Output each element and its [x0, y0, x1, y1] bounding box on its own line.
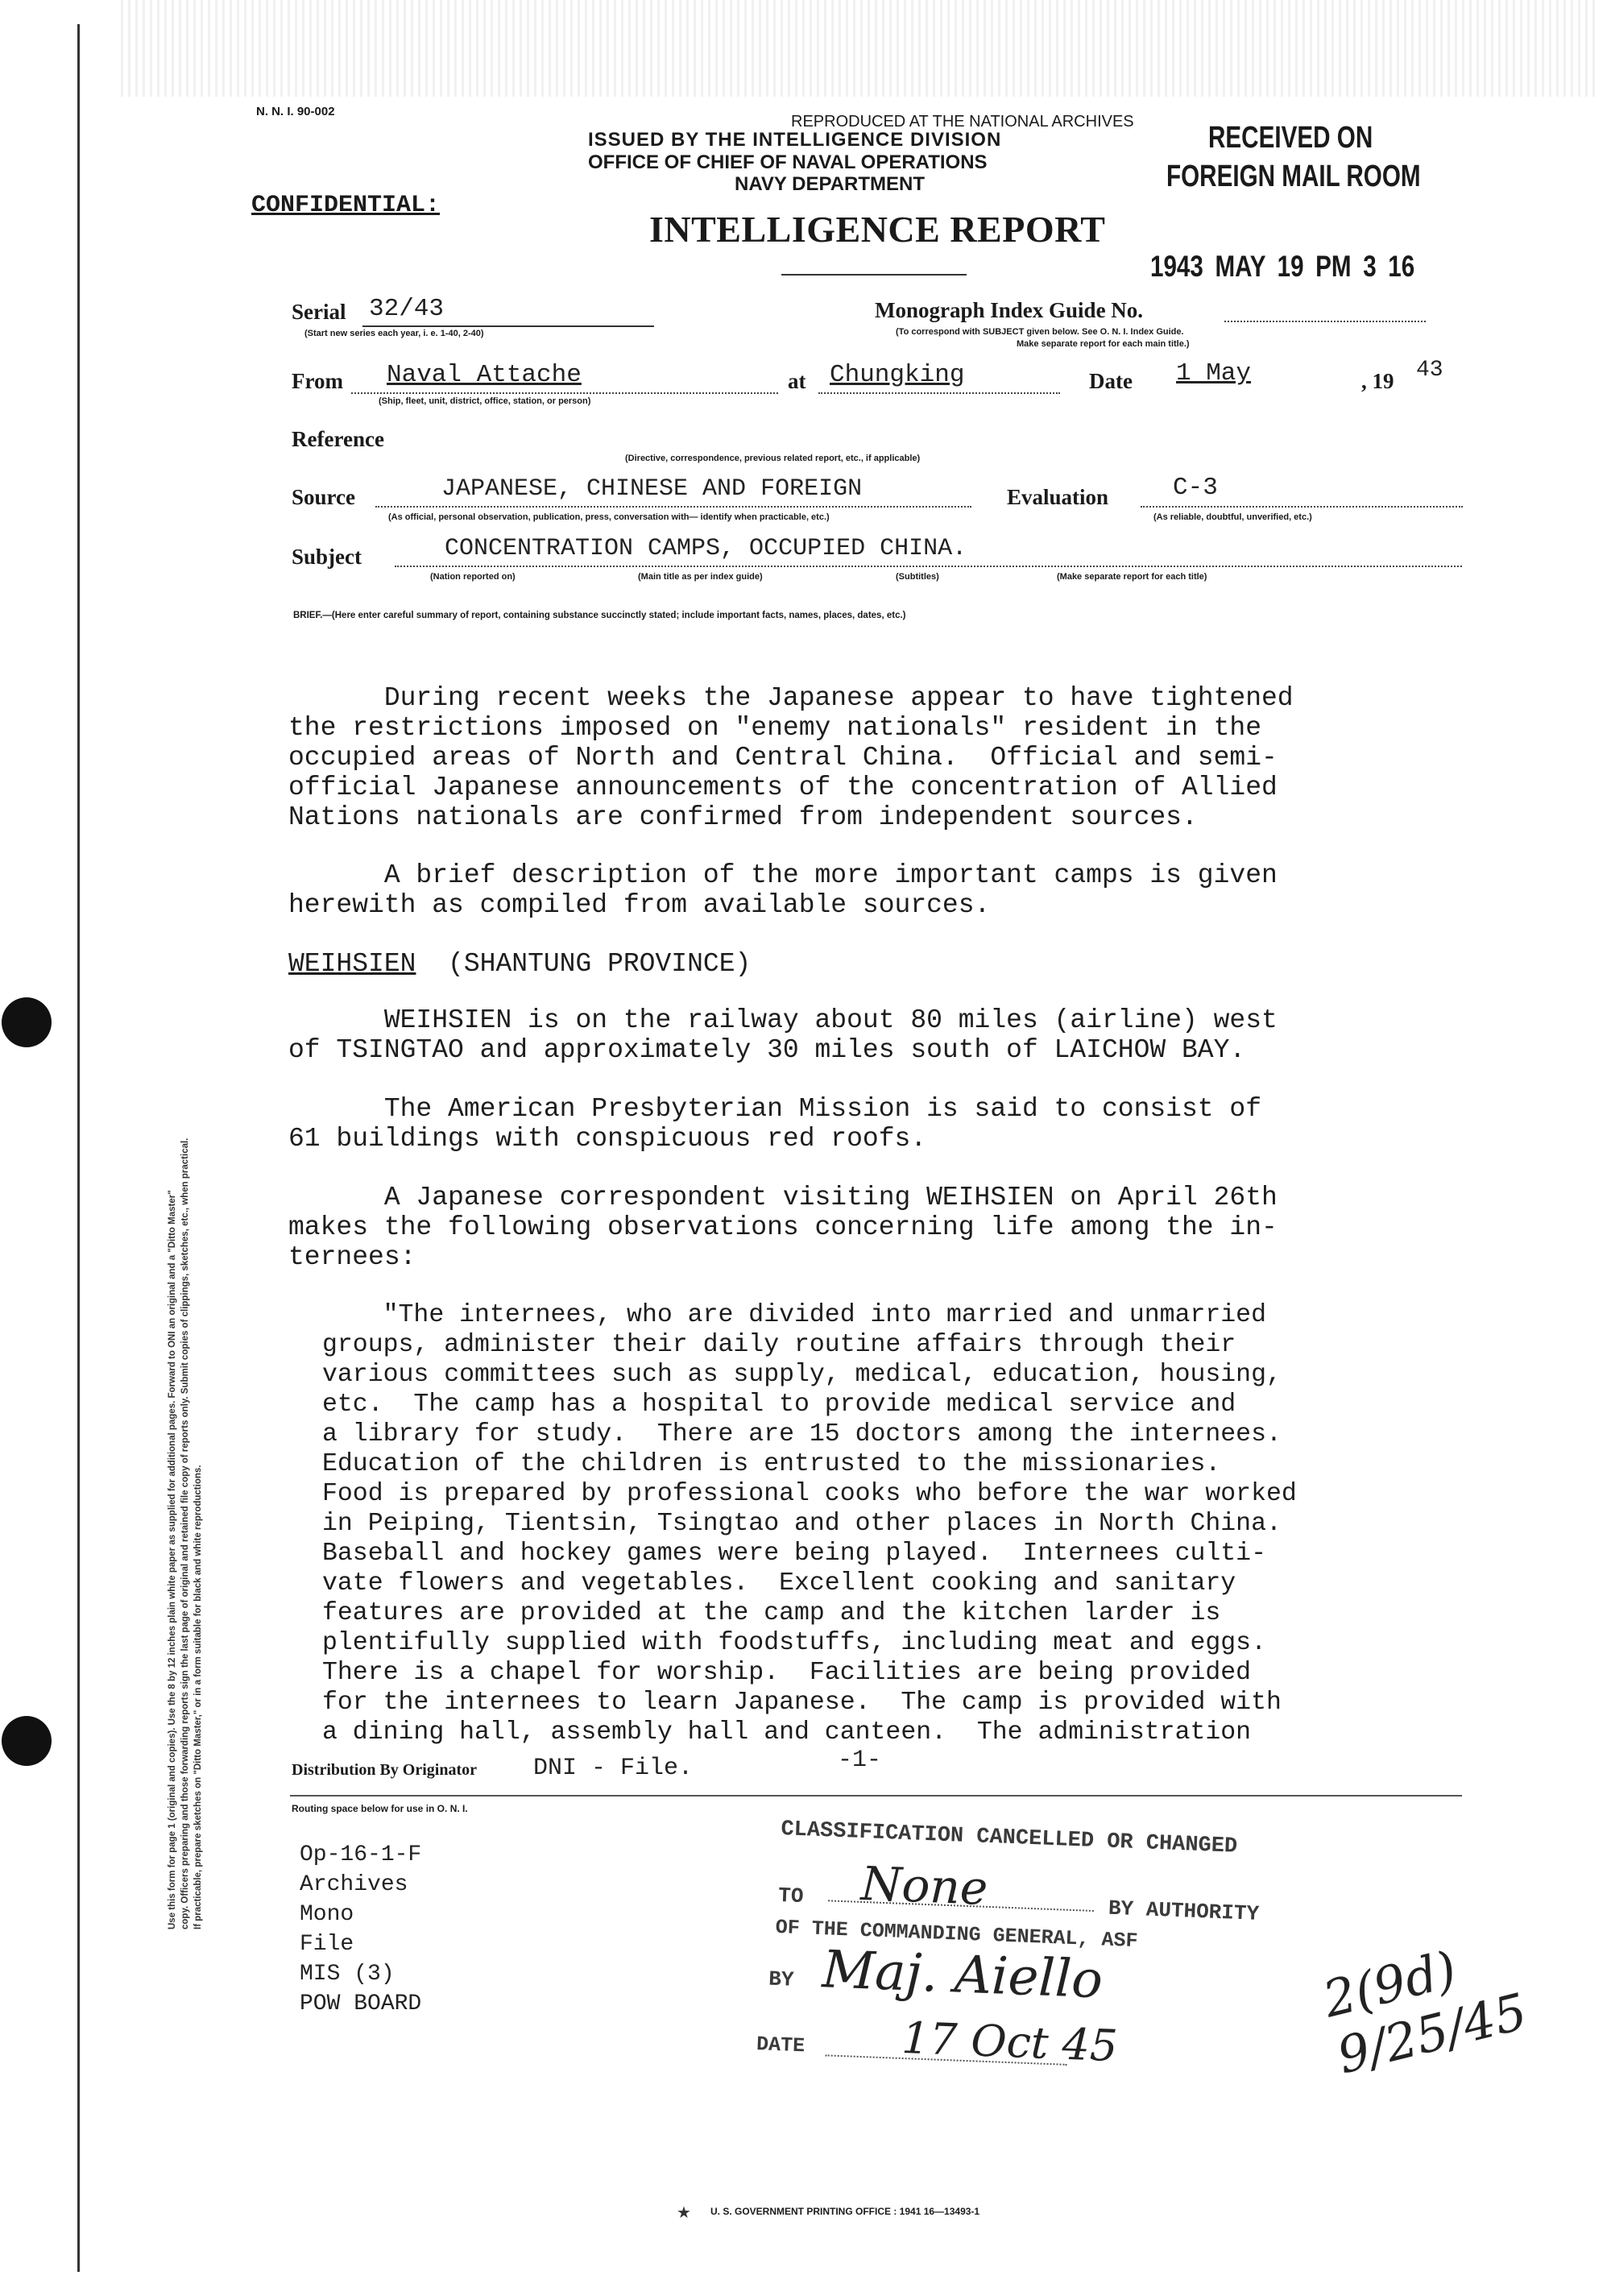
reference-note: (Directive, correspondence, previous related report, etc., if applicable) — [625, 454, 921, 463]
classification-date-label: DATE — [756, 2033, 806, 2058]
text-line: official Japanese announcements of the concentration of Allied — [288, 773, 1278, 802]
subject-label: Subject — [292, 545, 362, 569]
heading-place: WEIHSIEN — [288, 949, 416, 979]
quote-line: groups, administer their daily routine affairs through their — [322, 1331, 1236, 1359]
margin-instruction-3: If practicable, prepare sketches on "Ditto Master," or in a form suitable for black and white reproductions. — [193, 1465, 203, 1929]
handwritten-note: 2(9d) 9/25/45 — [1317, 1939, 1533, 2086]
text-line: A brief description of the more important camps is given — [288, 860, 1278, 890]
margin-instruction-2: copy. Officers preparing and those forwarding reports sign the last page of original and retained file copy of reports only. Submit copies of clippings, sketches, etc., when practical. — [180, 1138, 190, 1929]
text-line: of TSINGTAO and approximately 30 miles south of LAICHOW BAY. — [288, 1035, 1246, 1065]
quote-line: plentifully supplied with foodstuffs, including meat and eggs. — [322, 1629, 1266, 1657]
from-value: Naval Attache — [387, 361, 582, 389]
printing-office: U. S. GOVERNMENT PRINTING OFFICE : 1941 16—13493-1 — [710, 2206, 980, 2217]
text-line: occupied areas of North and Central China. Official and semi- — [288, 743, 1278, 773]
routing-item: MIS (3) — [300, 1962, 395, 1987]
scan-noise-top — [121, 0, 1595, 97]
date-label: Date — [1089, 369, 1133, 393]
punch-hole-bottom — [2, 1716, 52, 1766]
paragraph-camps — [288, 860, 1278, 920]
text-line: the restrictions imposed on "enemy nationals" resident in the — [288, 713, 1261, 743]
routing-rule — [290, 1795, 1462, 1797]
paragraph-intro — [288, 683, 1294, 832]
quote-line: a library for study. There are 15 doctors among the internees. — [322, 1420, 1282, 1448]
classification-signature: Maj. Aiello — [821, 1940, 1104, 2011]
paragraph-correspondent — [288, 1183, 1278, 1272]
quote-line: "The internees, who are divided into married and unmarried — [322, 1301, 1266, 1329]
at-line — [818, 392, 1060, 394]
classification-to-value: None — [859, 1855, 989, 1916]
at-value: Chungking — [830, 361, 965, 389]
serial-line — [362, 325, 654, 327]
serial-value: 32/43 — [369, 295, 445, 323]
classification-by-authority: BY AUTHORITY — [1108, 1896, 1260, 1926]
routing-item: Op-16-1-F — [300, 1842, 422, 1867]
routing-label: Routing space below for use in O. N. I. — [292, 1803, 468, 1814]
issued-by: ISSUED BY THE INTELLIGENCE DIVISION — [588, 129, 1002, 151]
text-line: During recent weeks the Japanese appear to have tightened — [288, 683, 1294, 713]
text-line: A Japanese correspondent visiting WEIHSIEN on April 26th — [288, 1183, 1278, 1212]
serial-label: Serial — [292, 300, 346, 324]
serial-note: (Start new series each year, i. e. 1-40, 2-40) — [304, 329, 484, 338]
source-value: JAPANESE, CHINESE AND FOREIGN — [441, 475, 863, 503]
report-title: INTELLIGENCE REPORT — [649, 209, 1106, 250]
subject-note-nation: (Nation reported on) — [430, 572, 516, 582]
heading-province: (SHANTUNG PROVINCE) — [448, 949, 752, 979]
quote-line: vate flowers and vegetables. Excellent cooking and sanitary — [322, 1569, 1236, 1598]
routing-list — [300, 1840, 421, 2019]
quote-line: a dining hall, assembly hall and canteen. The administration — [322, 1718, 1252, 1747]
monograph-label: Monograph Index Guide No. — [875, 298, 1144, 322]
from-line — [351, 392, 778, 394]
text-line: Nations nationals are confirmed from independent sources. — [288, 802, 1198, 832]
evaluation-label: Evaluation — [1007, 485, 1109, 509]
source-label: Source — [292, 485, 355, 509]
punch-hole-top — [2, 997, 52, 1047]
routing-item: Mono — [300, 1902, 354, 1927]
paragraph-mission — [288, 1094, 1261, 1154]
date-value: 1 May — [1176, 359, 1252, 388]
reproduced-notice: REPRODUCED AT THE NATIONAL ARCHIVES — [791, 113, 1134, 131]
page-number: -1- — [838, 1747, 882, 1774]
source-line — [375, 506, 971, 508]
quote-line: etc. The camp has a hospital to provide medical service and — [322, 1390, 1236, 1419]
subject-line — [395, 566, 1462, 567]
quote-line: Baseball and hockey games were being played. Internees culti- — [322, 1540, 1266, 1568]
text-line: WEIHSIEN is on the railway about 80 miles (airline) west — [288, 1005, 1278, 1035]
monograph-line — [1224, 321, 1426, 322]
monograph-note-1: (To correspond with SUBJECT given below. See O. N. I. Index Guide. — [896, 327, 1184, 337]
routing-item: File — [300, 1932, 354, 1957]
subject-note-main: (Main title as per index guide) — [638, 572, 763, 582]
distribution-value: DNI - File. — [533, 1755, 694, 1782]
subject-note-subtitles: (Subtitles) — [896, 572, 939, 582]
classification-date-value: 17 Oct 45 — [901, 2012, 1119, 2072]
classification-by-label: BY — [768, 1967, 795, 1992]
classification-title: CLASSIFICATION CANCELLED OR CHANGED — [780, 1817, 1238, 1859]
text-line: herewith as compiled from available sources. — [288, 890, 991, 920]
monograph-note-2: Make separate report for each main title.) — [1017, 339, 1190, 349]
date-stamp: 1943 MAY 19 PM 3 16 — [1150, 250, 1415, 283]
department-line: NAVY DEPARTMENT — [735, 173, 926, 195]
source-note: (As official, personal observation, publication, press, conversation with— identify when practicable, etc.) — [388, 512, 830, 522]
office-line: OFFICE OF CHIEF OF NAVAL OPERATIONS — [588, 151, 988, 173]
evaluation-note: (As reliable, doubtful, unverified, etc.) — [1153, 512, 1312, 522]
star-icon: ★ — [677, 2204, 691, 2222]
quote-line: various committees such as supply, medical, education, housing, — [322, 1361, 1282, 1389]
quote-line: for the internees to learn Japanese. The camp is provided with — [322, 1689, 1282, 1717]
title-rule — [781, 274, 967, 276]
from-note: (Ship, fleet, unit, district, office, station, or person) — [379, 396, 591, 406]
evaluation-value: C-3 — [1173, 474, 1218, 502]
quote-line: Education of the children is entrusted to the missionaries. — [322, 1450, 1221, 1478]
evaluation-line — [1141, 506, 1463, 508]
subject-note-separate: (Make separate report for each title) — [1057, 572, 1207, 582]
received-stamp-line2: FOREIGN MAIL ROOM — [1166, 160, 1421, 193]
routing-item: POW BOARD — [300, 1991, 422, 2016]
section-heading — [288, 949, 751, 979]
from-label: From — [292, 369, 343, 393]
text-line: ternees: — [288, 1242, 416, 1272]
quoted-observations — [322, 1300, 1297, 1747]
routing-item: Archives — [300, 1872, 408, 1897]
paragraph-location — [288, 1005, 1278, 1065]
margin-instruction-1: Use this form for page 1 (original and copies). Use the 8 by 12 inches plain white paper as supplied for additional pages. Forward to ONI an original and a "Ditto Master" — [168, 1190, 177, 1929]
text-line: 61 buildings with conspicuous red roofs. — [288, 1124, 927, 1154]
at-label: at — [788, 369, 806, 393]
form-number: N. N. I. 90-002 — [256, 105, 335, 118]
year-value: 43 — [1416, 358, 1443, 383]
quote-line: features are provided at the camp and the kitchen larder is — [322, 1599, 1221, 1627]
reference-label: Reference — [292, 427, 384, 451]
year-prefix: , 19 — [1361, 369, 1394, 393]
text-line: The American Presbyterian Mission is said to consist of — [288, 1094, 1261, 1124]
subject-value: CONCENTRATION CAMPS, OCCUPIED CHINA. — [445, 535, 967, 562]
brief-instruction: BRIEF.—(Here enter careful summary of report, containing substance succinctly stated; include important facts, names, places, dates, etc.) — [293, 611, 906, 620]
text-line: makes the following observations concerning life among the in- — [288, 1212, 1278, 1242]
classification-of: OF THE COMMANDING GENERAL, ASF — [775, 1915, 1139, 1954]
quote-line: Food is prepared by professional cooks who before the war worked — [322, 1480, 1297, 1508]
received-stamp-line1: RECEIVED ON — [1208, 121, 1373, 155]
confidential-mark: CONFIDENTIAL: — [251, 192, 441, 219]
distribution-label: Distribution By Originator — [292, 1761, 478, 1779]
quote-line: in Peiping, Tientsin, Tsingtao and other places in North China. — [322, 1510, 1282, 1538]
classification-to-label: TO — [777, 1883, 805, 1909]
quote-line: There is a chapel for worship. Facilities are being provided — [322, 1659, 1252, 1687]
